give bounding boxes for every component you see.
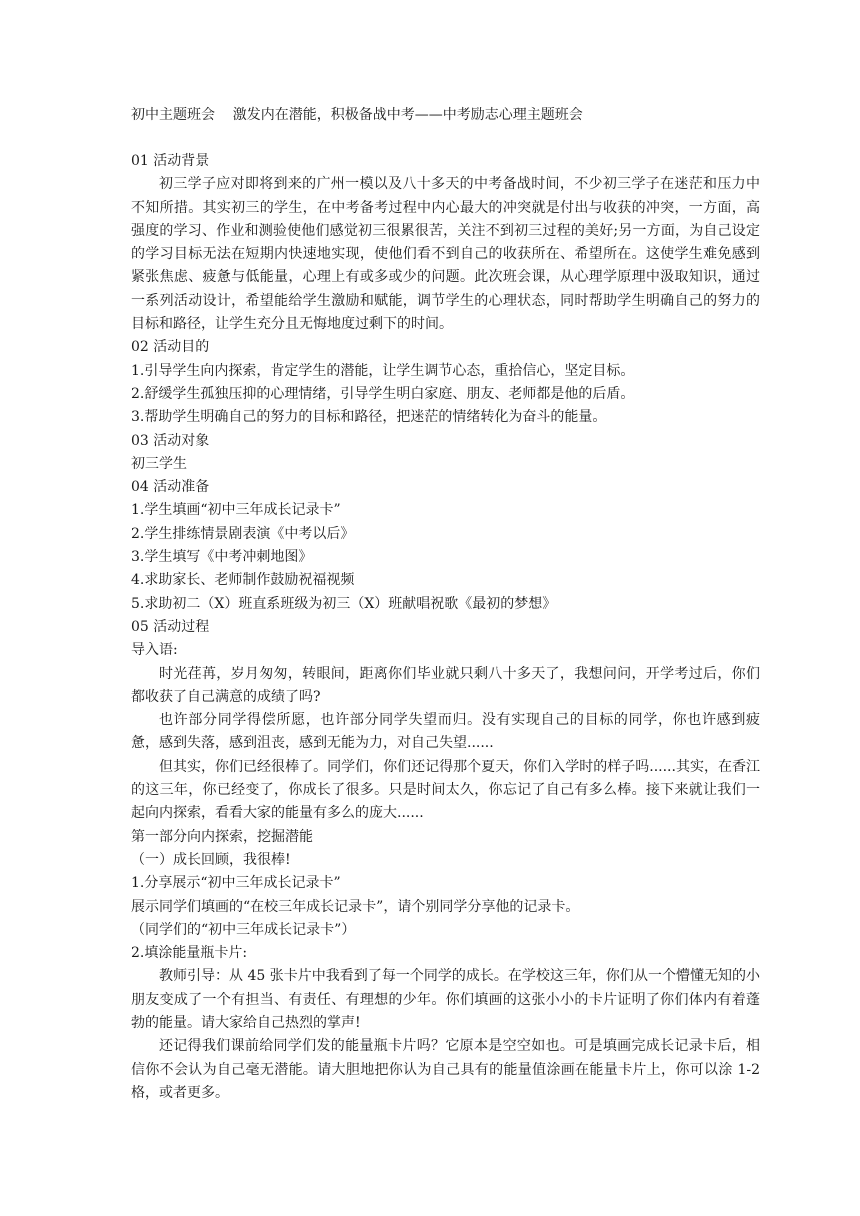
intro-paragraph: 时光荏苒，岁月匆匆，转眼间，距离你们毕业就只剩八十多天了，我想问问，开学考过后，你们都收获了自己满意的成绩了吗? — [131, 665, 760, 705]
intro-label: 导入语: — [131, 642, 178, 659]
step-paragraph: 教师引导：从 45 张卡片中我看到了每一个同学的成长。在学校这三年，你们从一个懵懂无知的小朋友变成了一个有担当、有责任、有理想的少年。你们填画的这张小小的卡片证明了你们体内有着蓬勃的能量。请大家给自己热烈的掌声! — [131, 968, 760, 1031]
section-heading-process: 05 活动过程 — [131, 618, 210, 635]
preparation-item: 2.学生排练情景剧表演《中考以后》 — [131, 525, 355, 542]
purpose-item: 2.舒缓学生孤独压抑的心理情绪，引导学生明白家庭、朋友、老师都是他的后盾。 — [131, 385, 635, 402]
section-heading-purpose: 02 活动目的 — [131, 339, 210, 356]
step-note: （同学们的“初中三年成长记录卡”） — [131, 921, 356, 938]
preparation-item: 5.求助初二（X）班直系班级为初三（X）班献唱祝歌《最初的梦想》 — [131, 595, 557, 612]
intro-paragraph: 但其实，你们已经很棒了。同学们，你们还记得那个夏天，你们入学时的样子吗......其实，在香江的这三年，你已经变了，你成长了很多。只是时间太久，你忘记了自己有多么棒。接下来就让我们一起向内探索，看看大家的能量有多么的庞大...... — [131, 758, 760, 822]
section-heading-audience: 03 活动对象 — [131, 432, 210, 449]
preparation-item: 4.求助家长、老师制作鼓励祝福视频 — [131, 572, 355, 589]
step-title: 1.分享展示“初中三年成长记录卡” — [131, 875, 341, 892]
part-subtitle: （一）成长回顾，我很棒! — [131, 851, 291, 868]
background-paragraph: 初三学子应对即将到来的广州一模以及八十多天的中考备战时间，不少初三学子在迷茫和压力中不知所措。其实初三的学生，在中考备考过程中内心最大的冲突就是付出与收获的冲突，一方面，高强度的学习、作业和测验使他们感觉初三很累很苦，关注不到初三过程的美好;另一方面，为自己设定的学习目标无法在短期内快速地实现，使他们看不到自己的收获所在、希望所在。这使学生难免感到紧张焦虑、疲惫与低能量，心理上有或多或少的问题。此次班会课，从心理学原理中汲取知识，通过一系列活动设计，希望能给学生激励和赋能，调节学生的心理状态，同时帮助学生明确自己的努力的目标和路径，让学生充分且无悔地度过剩下的时间。 — [131, 176, 760, 333]
section-heading-preparation: 04 活动准备 — [131, 479, 210, 496]
intro-paragraph: 也许部分同学得偿所愿，也许部分同学失望而归。没有实现自己的目标的同学，你也许感到疲惫，感到失落，感到沮丧，感到无能为力，对自己失望...... — [131, 712, 760, 752]
step-text: 展示同学们填画的“在校三年成长记录卡”，请个别同学分享他的记录卡。 — [131, 898, 580, 915]
preparation-item: 3.学生填写《中考冲刺地图》 — [131, 549, 313, 566]
step-paragraph: 还记得我们课前给同学们发的能量瓶卡片吗？它原本是空空如也。可是填画完成长记录卡后，相信你不会认为自己毫无潜能。请大胆地把你认为自己具有的能量值涂画在能量卡片上，你可以涂 1-2 格，或者更多。 — [131, 1038, 760, 1101]
part-title: 第一部分向内探索，挖掘潜能 — [131, 828, 313, 845]
document-title: 初中主题班会 激发内在潜能，积极备战中考——中考励志心理主题班会 — [131, 107, 583, 123]
preparation-item: 1.学生填画“初中三年成长记录卡” — [131, 502, 341, 519]
purpose-item: 1.引导学生向内探索，肯定学生的潜能，让学生调节心态，重拾信心，坚定目标。 — [131, 362, 635, 379]
audience-text: 初三学生 — [131, 455, 187, 472]
purpose-item: 3.帮助学生明确自己的努力的目标和路径，把迷茫的情绪转化为奋斗的能量。 — [131, 409, 607, 426]
step-title: 2.填涂能量瓶卡片: — [131, 945, 248, 962]
section-heading-background: 01 活动背景 — [131, 153, 210, 169]
